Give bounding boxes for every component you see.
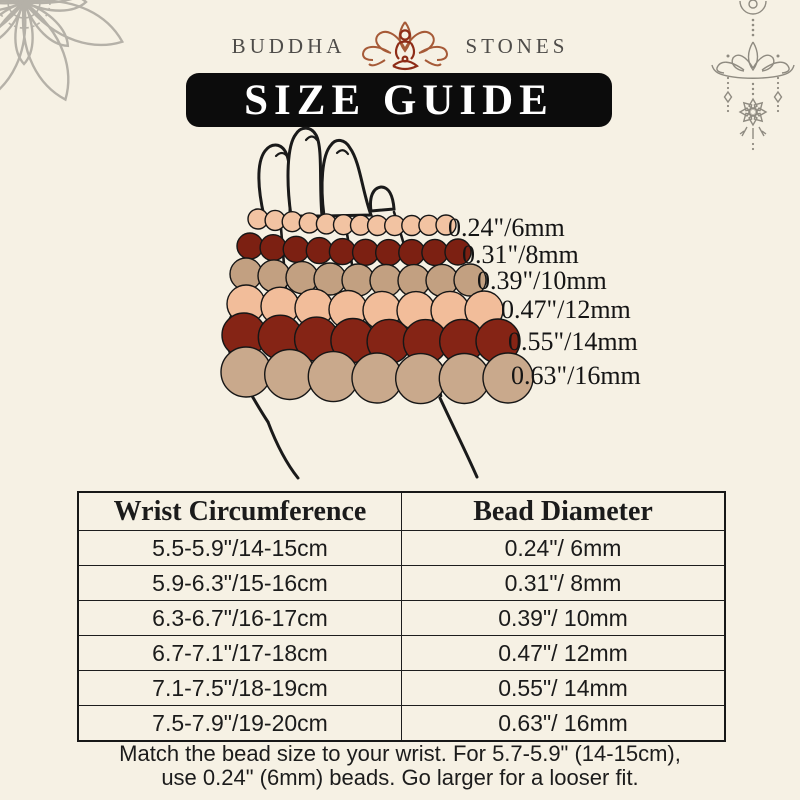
table-row [79, 635, 724, 670]
brand-header [0, 18, 800, 74]
fit-advice-line2: use 0.24" (6mm) beads. Go larger for a looser fit. [161, 765, 639, 790]
lotus-meditation-logo-icon [359, 18, 451, 74]
table-header-wrist: Wrist Circumference [79, 493, 402, 530]
size-table [77, 491, 726, 742]
banner-title: SIZE GUIDE [244, 76, 554, 124]
fit-advice-note [0, 742, 800, 790]
fit-advice-line1: Match the bead size to your wrist. For 5.7-5.9" (14-15cm), [119, 741, 681, 766]
bead-size-label-6mm: 0.24"/6mm [448, 213, 565, 242]
wrist-value: 7.1-7.5"/18-19cm [79, 671, 402, 705]
bead-value: 0.39"/ 10mm [498, 604, 628, 631]
bead-size-label-10mm: 0.39"/10mm [477, 266, 607, 295]
brand-name-right: STONES [465, 33, 569, 58]
bead-value: 0.31"/ 8mm [504, 569, 622, 596]
bead-size-label-8mm: 0.31"/8mm [462, 240, 579, 269]
bead-value: 0.24"/ 6mm [504, 534, 622, 561]
table-header-bead: Bead Diameter [473, 495, 653, 527]
crescent-moon-icon [740, 0, 766, 14]
table-row [79, 565, 724, 600]
bead-size-label-12mm: 0.47"/12mm [501, 295, 631, 324]
table-row [79, 670, 724, 705]
wrist-value: 7.5-7.9"/19-20cm [79, 706, 402, 740]
table-header-row [79, 493, 724, 530]
bead-value: 0.63"/ 16mm [498, 709, 628, 736]
table-row [79, 705, 724, 740]
table-row [79, 600, 724, 635]
bead-value: 0.55"/ 14mm [498, 674, 628, 701]
bead-size-label-14mm: 0.55"/14mm [508, 327, 638, 356]
dotted-strands [727, 77, 779, 150]
wrist-value: 5.5-5.9"/14-15cm [79, 531, 402, 565]
bead-value: 0.47"/ 12mm [498, 639, 628, 666]
wrist-value: 5.9-6.3"/15-16cm [79, 566, 402, 600]
star-flower-charm [740, 99, 766, 139]
wrist-value: 6.7-7.1"/17-18cm [79, 636, 402, 670]
wrist-value: 6.3-6.7"/16-17cm [79, 601, 402, 635]
bead-size-label-16mm: 0.63"/16mm [511, 361, 641, 390]
table-row [79, 530, 724, 565]
brand-name-left: BUDDHA [231, 33, 346, 58]
size-guide-banner [186, 73, 612, 127]
